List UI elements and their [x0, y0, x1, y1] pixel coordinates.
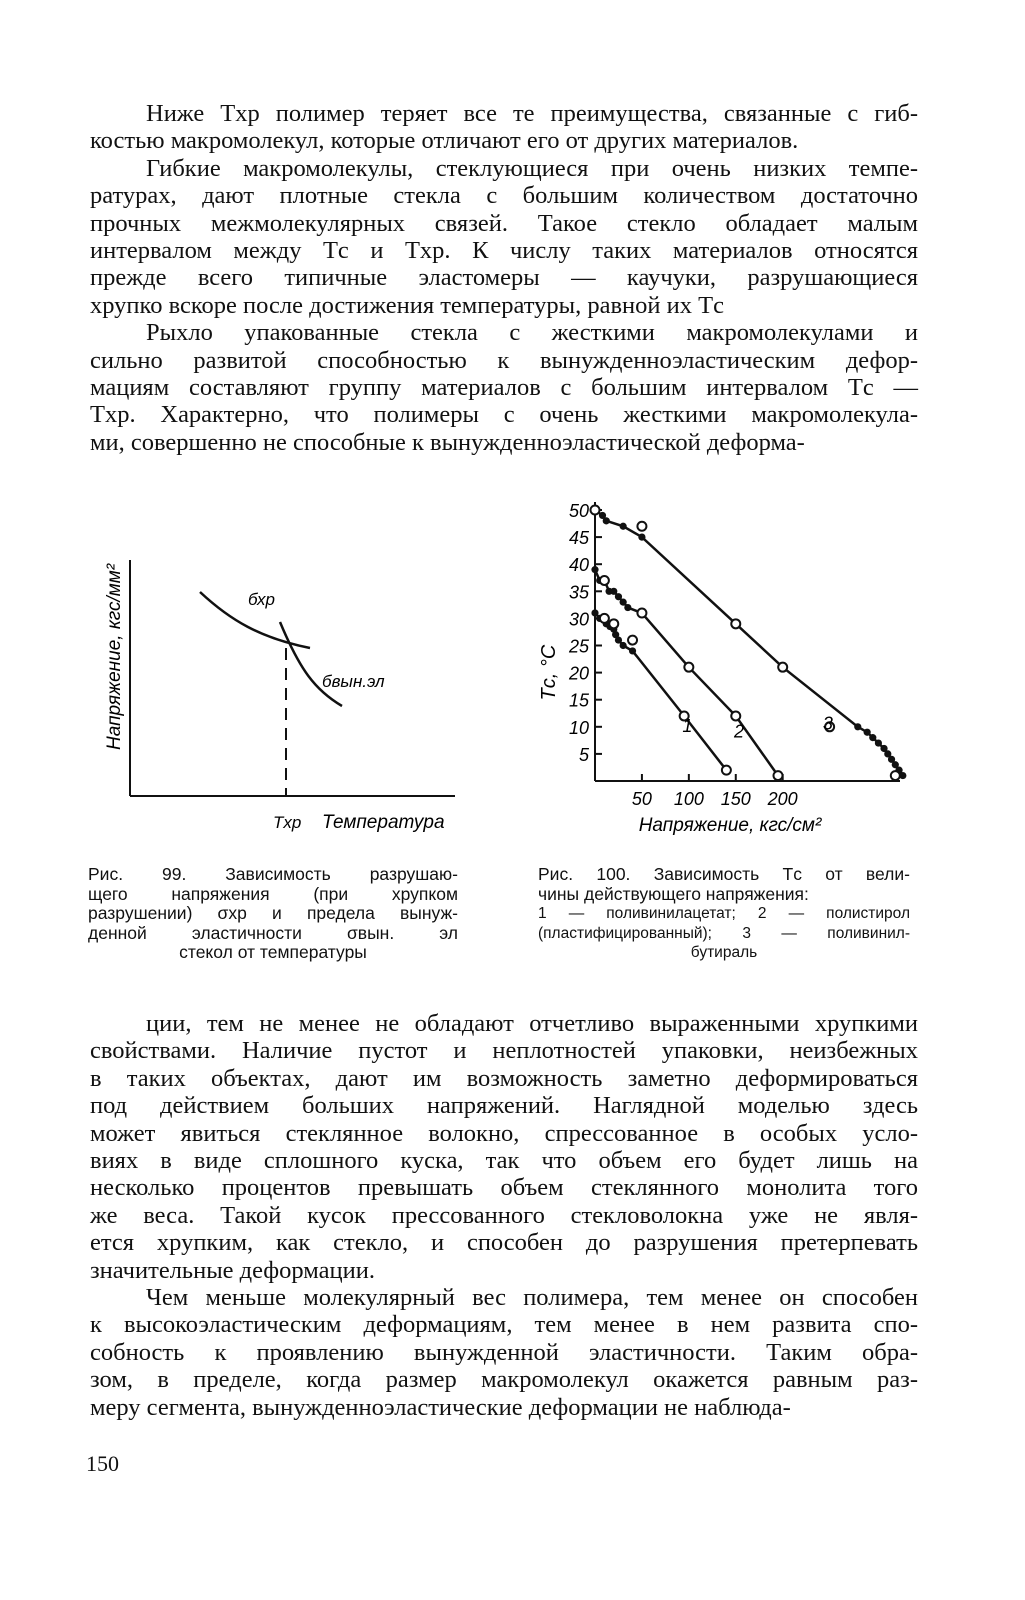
text-line: несколько процентов превышать объем стеклянного монолита того — [90, 1174, 918, 1202]
series-point-2 — [684, 663, 693, 672]
text-line: костью макромолекул, которые отличают его от других материалов. — [90, 127, 799, 155]
series-point-1 — [600, 614, 609, 623]
x-tick-label: 200 — [767, 789, 798, 809]
y-tick-label: 35 — [568, 582, 589, 603]
fig100-chart — [525, 490, 925, 850]
x-axis-label: Напряжение, кгс/см² — [638, 815, 822, 836]
fig100-caption-line: чины действующего напряжения: — [538, 883, 809, 904]
text-line: под действием больших напряжений. Наглядной моделью здесь — [90, 1092, 918, 1120]
series-point-2 — [774, 771, 783, 780]
fig99-caption-line: стекол от температуры — [179, 942, 367, 962]
y-tick-label: 45 — [568, 528, 589, 549]
series-dot-1 — [591, 609, 598, 616]
text-line: Ниже Tхр полимер теряет все те преимущества, связанные с гиб- — [146, 100, 918, 127]
x-tick-label: 50 — [631, 789, 652, 809]
text-line: ратурах, дают плотные стекла с большим количеством достаточно — [90, 182, 918, 210]
text-line: ется хрупким, как стекло, и способен до разрушения претерпевать — [90, 1229, 918, 1257]
fig99-curve2-label: бвын.эл — [322, 672, 385, 691]
series-dot-2 — [620, 599, 627, 606]
series-point-3 — [591, 506, 600, 515]
text-line: свойствами. Наличие пустот и неплотностей упаковки, неизбежных — [90, 1037, 918, 1065]
text-line: к высокоэластическим деформациям, тем менее в нем развита спо- — [90, 1311, 918, 1339]
fig100-caption — [538, 865, 910, 963]
series-point-2 — [600, 576, 609, 585]
text-line: Гибкие макромолекулы, стеклующиеся при очень низких темпе- — [146, 154, 918, 182]
x-tick-label: 100 — [673, 789, 704, 809]
text-line: Tхр. Характерно, что полимеры с очень жесткими макромолекула- — [90, 401, 918, 429]
series-dot-3 — [620, 523, 627, 530]
fig99-curve1-label: бхр — [248, 590, 275, 609]
y-tick-label: 40 — [568, 555, 589, 576]
series-point-3 — [778, 663, 787, 672]
series-dot-3 — [869, 734, 876, 741]
series-dot-3 — [638, 534, 645, 541]
y-axis-label: Tс, °С — [538, 644, 560, 701]
series-dot-1 — [620, 642, 627, 649]
fig100-caption-line: (пластифицированный); 3 — поливинил- — [538, 924, 910, 942]
series-point-3 — [731, 619, 740, 628]
page-number: 150 — [86, 1451, 119, 1476]
series-label: 1 — [682, 716, 693, 737]
text-line: меру сегмента, вынужденноэластические деформации не наблюда- — [90, 1393, 791, 1421]
text-line: хрупко вскоре после достижения температуры, равной их Tс — [90, 291, 724, 319]
series-dot-3 — [875, 739, 882, 746]
series-dot-2 — [610, 588, 617, 595]
fig100-caption-line: бутираль — [690, 944, 758, 961]
text-line: же веса. Такой кусок прессованного стекловолокна уже не явля- — [90, 1201, 918, 1229]
series-label: 2 — [734, 721, 745, 742]
series-dot-3 — [854, 723, 861, 730]
series-dot-3 — [864, 729, 871, 736]
series-point-3 — [891, 771, 900, 780]
y-tick-label: 30 — [568, 609, 589, 630]
series-dot-2 — [624, 604, 631, 611]
text-line: прежде всего типичные эластомеры — каучуки, разрушающиеся — [90, 264, 918, 292]
fig99-caption — [88, 865, 458, 963]
fig100-caption-line: Рис. 100. Зависимость Tс от вели- — [538, 864, 910, 884]
text-line: прочных межмолекулярных связей. Такое стекло обладает малым — [90, 209, 918, 237]
text-line: значительные деформации. — [90, 1256, 375, 1284]
fig99-ylabel: Напряжение, кгс/мм² — [104, 563, 125, 750]
text-line: зом, в пределе, когда размер макромолекул окажется равным раз- — [90, 1366, 918, 1394]
y-tick-label: 50 — [568, 501, 589, 521]
series-point-1 — [609, 619, 618, 628]
text-line: интервалом между Tс и Tхр. К числу таких материалов относятся — [90, 237, 918, 265]
fig99-caption-line: разрушении) σхр и предела вынуж- — [88, 903, 458, 923]
y-tick-label: 25 — [568, 636, 589, 657]
text-line: виях в виде сплошного куска, так что объем его будет лишь на — [90, 1147, 918, 1175]
text-line: мациям составляют группу материалов с большим интервалом Tс — — [90, 374, 918, 402]
text-line: сильно развитой способностью к вынужденноэластическим дефор- — [90, 346, 918, 374]
series-dot-2 — [615, 593, 622, 600]
series-label: 3 — [822, 713, 833, 734]
text-line: ции, тем не менее не обладают отчетливо выраженными хрупкими — [146, 1010, 918, 1037]
fig99-caption-line: денной эластичности σвын. эл — [88, 922, 458, 943]
fig99-tick-label: Tхр — [273, 813, 302, 832]
y-tick-label: 10 — [568, 717, 589, 738]
series-point-1 — [722, 766, 731, 775]
fig99-caption-line: щего напряжения (при хрупком — [88, 883, 458, 904]
fig99-plot — [90, 530, 470, 840]
series-dot-3 — [603, 517, 610, 524]
x-tick-label: 150 — [720, 789, 751, 809]
y-tick-label: 15 — [568, 690, 589, 711]
text-line: в таких объектах, дают им возможность заметно деформироваться — [90, 1064, 918, 1092]
y-tick-label: 5 — [578, 744, 589, 765]
series-dot-2 — [591, 566, 598, 573]
text-line: ми, совершенно не способные к вынужденноэластической деформа- — [90, 428, 805, 456]
series-point-1 — [628, 636, 637, 645]
series-point-2 — [731, 711, 740, 720]
y-tick-label: 20 — [568, 663, 589, 684]
text-line: Чем меньше молекулярный вес полимера, тем менее он способен — [146, 1284, 918, 1312]
text-line: может явиться стеклянное волокно, спрессованное в особых усло- — [90, 1119, 918, 1147]
series-point-3 — [637, 522, 646, 531]
text-line: собность к проявлению вынужденной эластичности. Таким обра- — [90, 1338, 918, 1366]
fig100-caption-line: 1 — поливинилацетат; 2 — полистирол — [538, 905, 910, 922]
text-line: Рыхло упакованные стекла с жесткими макромолекулами и — [146, 319, 918, 347]
top-text — [90, 100, 918, 456]
fig99-xlabel: Температура — [322, 812, 445, 833]
series-dot-1 — [629, 647, 636, 654]
fig99-caption-line: Рис. 99. Зависимость разрушаю- — [88, 864, 458, 884]
series-point-2 — [637, 608, 646, 617]
series-dot-1 — [615, 636, 622, 643]
bottom-text — [90, 1010, 918, 1421]
fig99-curve-forced — [280, 622, 342, 706]
